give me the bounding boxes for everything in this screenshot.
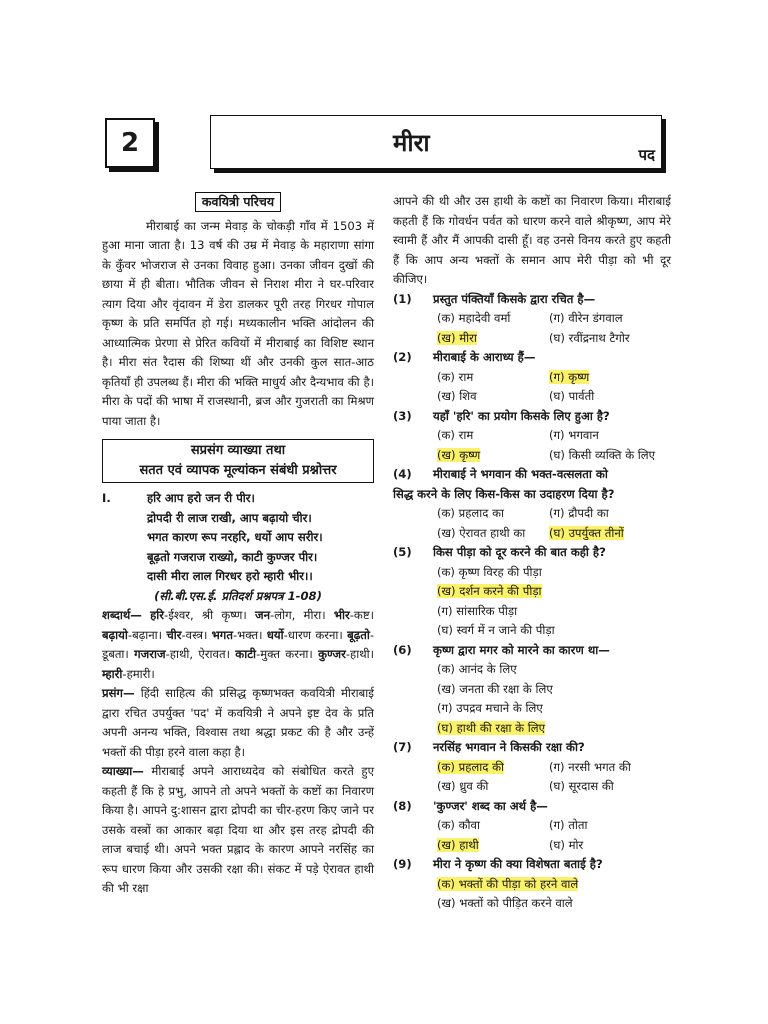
option: (ग) तोता xyxy=(549,818,588,832)
option-row xyxy=(393,758,671,778)
option: (ख) ध्रुव की xyxy=(437,779,489,793)
glossary-word: जन xyxy=(255,608,271,622)
option: (ख) भक्तों को पीड़ित करने वाले xyxy=(437,896,573,910)
glossary-word: बूढ़तो xyxy=(347,627,370,642)
glossary-meaning: -लोग, मीरा। xyxy=(270,608,326,622)
chapter-title-box xyxy=(210,115,662,169)
glossary-paragraph xyxy=(102,606,374,684)
option-answer-highlight: (ग) कृष्ण xyxy=(549,369,590,384)
verse-line: हरि आप हरो जन री पीर। xyxy=(147,491,255,505)
chapter-subtitle: पद xyxy=(638,146,655,164)
question-text: मीराबाई के आराध्य हैं— xyxy=(433,350,536,364)
question-number: (9) xyxy=(393,857,412,871)
chapter-number: 2 xyxy=(120,128,140,158)
context-text: हिंदी साहित्य की प्रसिद्ध कृष्णभक्त कवयित्री मीराबाई द्वारा रचित उपर्युक्त 'पद' में कवयित्री ने अपने इष्ट देव के प्रति अपनी अनन्य भक्ति, विश्वास तथा श्रद्धा प्रकट की है और उन्हें भक्तों की पीड़ा हरने वाला कहा है। xyxy=(102,686,374,759)
question-text: प्रस्तुत पंक्तियाँ किसके द्वारा रचित है— xyxy=(433,291,596,306)
explanation-text: मीराबाई अपने आराध्यदेव को संबोधित करते हुए कहती हैं कि हे प्रभु, आपने तो अपने भक्तों के कष्टों का निवारण किया है। आपने दु:शासन द्वारा द्रोपदी का चीर-हरण किए जाने पर उसके वस्त्रों का आकार बढ़ा दिया था और इस तरह द्रोपदी की लाज बचाई थी। अपने भक्त प्रह्लाद के कारण आपने नरसिंह का रूप धारण किया और उसकी रक्षा की। संकट में पड़े ऐरावत हाथी की भी रक्षा xyxy=(102,764,374,895)
option: (घ) पार्वती xyxy=(549,389,595,403)
verse-reference: (सी.बी.एस.ई. प्रतिदर्श प्रश्नपत्र 1-08) xyxy=(154,588,322,603)
question-number: (7) xyxy=(393,740,412,754)
chapter-number-box xyxy=(105,118,155,168)
question-number: (8) xyxy=(393,798,412,813)
question-number: (3) xyxy=(393,408,412,423)
option-row xyxy=(393,446,671,466)
context-paragraph xyxy=(102,684,374,762)
option-row xyxy=(393,816,671,836)
option-row xyxy=(393,387,671,407)
glossary-word: भगत xyxy=(211,627,233,642)
option: (क) राम xyxy=(437,428,474,442)
option: (घ) रवींद्रनाथ टैगोर xyxy=(549,330,630,345)
option-row xyxy=(393,777,671,797)
intro-heading: कवयित्री परिचय xyxy=(195,192,281,212)
option: (ख) ऐरावत हाथी का xyxy=(437,525,526,540)
verse-line: बूढ़तो गजराज राख्यो, काटी कुण्जर पीर। xyxy=(147,549,318,564)
glossary-word: गजराज xyxy=(134,647,166,661)
glossary-word: चीर xyxy=(166,627,182,642)
intro-paragraph: मीराबाई का जन्म मेवाड़ के चोकड़ी गाँव में 1503 में हुआ माना जाता है। 13 वर्ष की उम्र में मेवाड़ के महाराणा सांगा के कुँवर भोजराज से उनका विवाह हुआ। उनका जीवन दुखों की छाया में ही बीता। भौतिक जीवन से निराश मीरा ने घर-परिवार त्याग दिया और वृंदावन में डेरा डालकर पूरी तरह गिरधर गोपाल कृष्ण के प्रति समर्पित हो गई। मध्यकालीन भक्ति आंदोलन की आध्यात्मिक प्रेरणा से प्रेरित कवियों में मीराबाई का विशिष्ट स्थान है। मीरा संत रैदास की शिष्या थीं और उनकी कुल सात-आठ कृतियाँ ही उपलब्ध हैं। मीरा की भक्ति माधुर्य और दैन्यभाव की है। मीरा के पदों की भाषा में राजस्थानी, ब्रज और गुजराती का मिश्रण पाया जाता है। xyxy=(102,218,374,428)
option: (ग) सांसारिक पीड़ा xyxy=(437,603,518,618)
context-label: प्रसंग— xyxy=(102,686,135,700)
glossary-meaning: -मुक्त करना। xyxy=(256,647,313,661)
option-answer-highlight: (घ) उपर्युक्त तीनों xyxy=(549,525,624,540)
option: (ग) नरसी भगत की xyxy=(549,759,631,774)
glossary-meaning: -भक्त। xyxy=(232,627,263,642)
glossary-meaning: -हाथी। xyxy=(345,647,375,661)
option: (घ) किसी व्यक्ति के लिए xyxy=(549,447,656,462)
option: (ख) शिव xyxy=(437,389,477,403)
glossary-meaning: -कष्ट। xyxy=(349,608,374,622)
option-row xyxy=(393,329,671,349)
glossary-word: कुण्जर xyxy=(318,647,346,661)
option-row xyxy=(393,836,671,856)
glossary-word: भीर xyxy=(333,608,350,622)
option: (क) आनंद के लिए xyxy=(437,662,517,676)
explanation-paragraph xyxy=(102,762,374,899)
question xyxy=(393,797,671,817)
option: (क) राम xyxy=(437,369,474,384)
option: (ख) जनता की रक्षा के लिए xyxy=(437,681,553,696)
chapter-title: मीरा xyxy=(393,129,430,157)
question-number: (6) xyxy=(393,642,412,657)
question xyxy=(393,738,671,758)
question-text: मीराबाई ने भगवान की भक्त-वत्सलता को xyxy=(433,467,608,481)
explanation-continuation: आपने की थी और उस हाथी के कष्टों का निवारण किया। मीराबाई कहती हैं कि गोवर्धन पर्वत को धारण करने वाले श्रीकृष्ण, आप मेरे स्वामी हैं और मैं आपकी दासी हूँ। वह उनसे विनय करते हुए कहती हैं कि आप अन्य भक्तों के समान आप मेरी पीड़ा को भी दूर कीजिए। xyxy=(393,194,671,286)
question-text: किस पीड़ा को दूर करने की बात कही है? xyxy=(433,545,606,559)
question-number: (2) xyxy=(393,350,412,364)
glossary-word: धर्यो xyxy=(266,627,284,642)
glossary-word: म्हारी xyxy=(102,666,123,681)
option: (क) कौवा xyxy=(437,818,480,832)
right-column xyxy=(393,192,671,914)
question xyxy=(393,348,671,368)
section-title-box xyxy=(102,439,374,483)
verse-block xyxy=(102,489,374,509)
question xyxy=(393,465,671,485)
option-answer-highlight: (ख) दर्शन करने की पीड़ा xyxy=(437,584,542,598)
question-text: 'कुण्जर' शब्द का अर्थ है— xyxy=(433,798,548,813)
option: (क) प्रहलाद का xyxy=(437,506,505,520)
section-title-line1: सप्रसंग व्याख्या तथा xyxy=(190,443,286,458)
option-answer-highlight: (घ) हाथी की रक्षा के लिए xyxy=(437,720,546,735)
option: (क) कृष्ण विरह की पीड़ा xyxy=(437,564,542,579)
question-text: मीरा ने कृष्ण की क्या विशेषता बताई है? xyxy=(433,857,603,871)
glossary-meaning: -हाथी, ऐरावत। xyxy=(165,647,230,661)
option-row xyxy=(393,524,671,544)
explanation-label: व्याख्या— xyxy=(102,764,144,778)
option-row xyxy=(393,309,671,329)
question-text: कृष्ण द्वारा मगर को मारने का कारण था— xyxy=(433,642,610,657)
section-title-line2: सतत एवं व्यापक मूल्यांकन संबंधी प्रश्नोत्तर xyxy=(139,463,337,478)
option-answer-highlight: (ख) कृष्ण xyxy=(437,447,481,462)
question-number: (5) xyxy=(393,545,412,559)
option-row xyxy=(393,504,671,524)
question-text: नरसिंह भगवान ने किसकी रक्षा की? xyxy=(433,740,585,754)
option: (घ) स्वर्ग में न जाने की पीड़ा xyxy=(437,623,555,637)
question-number: (4) xyxy=(393,467,412,481)
question xyxy=(393,543,671,563)
question-text-continued: सिद्ध करने के लिए किस-किस का उदाहरण दिया है? xyxy=(393,486,615,501)
glossary-meaning: -बढ़ाना। xyxy=(127,627,163,642)
verse-number: I. xyxy=(102,491,111,505)
glossary-word: काटी xyxy=(235,647,257,661)
option: (ग) उपद्रव मचाने के लिए xyxy=(437,701,543,715)
option: (घ) सूरदास की xyxy=(549,779,614,793)
option-answer-highlight: (क) भक्तों की पीड़ा को हरने वाले xyxy=(437,876,579,891)
option: (ग) भगवान xyxy=(549,428,599,442)
option: (ग) वीरेन डंगवाल xyxy=(549,311,623,325)
glossary-meaning: -हमारी। xyxy=(122,666,155,681)
verse-line: द्रोपदी री लाज राखी, आप बढ़ायो चीर। xyxy=(147,510,312,525)
option-answer-highlight: (ख) हाथी xyxy=(437,837,479,852)
option-row xyxy=(393,426,671,446)
glossary-meaning: -वस्त्र। xyxy=(181,627,208,642)
question xyxy=(393,855,671,875)
verse-line: भगत कारण रूप नरहरि, धर्यो आप सरीर। xyxy=(147,530,323,544)
left-column xyxy=(102,192,374,899)
glossary-word: बढ़ायो xyxy=(102,627,128,642)
question-number: (1) xyxy=(393,291,412,306)
option: (क) महादेवी वर्मा xyxy=(437,311,511,325)
question xyxy=(393,290,671,310)
option-answer-highlight: (ख) मीरा xyxy=(437,330,477,345)
question-text: यहाँ 'हरि' का प्रयोग किसके लिए हुआ है? xyxy=(433,408,610,423)
question xyxy=(393,641,671,661)
glossary-meaning: -डूबता। xyxy=(102,627,375,661)
option-answer-highlight: (क) प्रहलाद की xyxy=(437,759,505,774)
glossary-label: शब्दार्थ— xyxy=(102,608,142,622)
option: (घ) मोर xyxy=(549,837,584,852)
glossary-meaning: -धारण करना। xyxy=(283,627,343,642)
option-row xyxy=(393,368,671,388)
glossary-word: हरि xyxy=(150,608,165,622)
option: (ग) द्रौपदी का xyxy=(549,506,609,520)
verse-line: दासी मीरा लाल गिरधर हरो म्हारी भीर।। xyxy=(147,569,313,583)
glossary-meaning: -ईश्वर, श्री कृष्ण। xyxy=(164,608,247,622)
question xyxy=(393,407,671,427)
